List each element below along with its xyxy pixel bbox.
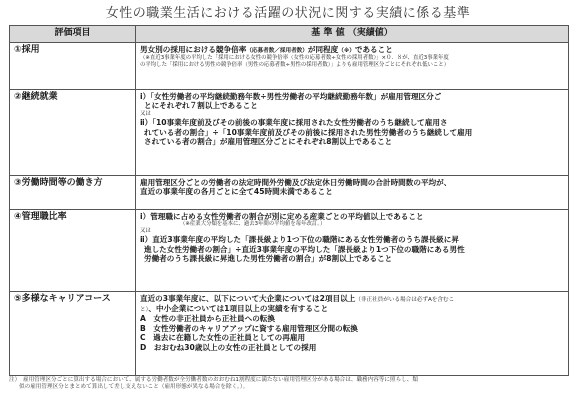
continued-line-1: ⅰ）「女性労働者の平均継続勤務年数÷男性労働者の平均継続勤務年数」が雇用管理区分ご [140, 91, 442, 101]
career-option-d: D おおむね30歳以上の女性の正社員としての採用 [140, 342, 317, 352]
continued-line-4: れている者の割合」÷「10事業年度前及びその前後に採用された男性労働者のうち継続して雇用 [144, 127, 473, 137]
manager-line-3: 進した女性労働者の割合」÷直近3事業年度の平均した「課長級より1つ下位の職階にある男性 [144, 244, 465, 254]
manager-line-2: ⅱ）直近3事業年度の平均した「課長級より1つ下位の職階にある女性労働者のうち課長級に昇 [140, 235, 459, 245]
row-continued-employment [10, 89, 569, 175]
item-continued-employment: ②継続就業 [10, 89, 136, 175]
row-hiring [10, 42, 569, 89]
hiring-note-1: （※直近3事業年度の平均した「採用における女性の競争倍率（女性の応募者数÷女性の採用者数）」×０．８が、直近3事業年度 [140, 54, 449, 61]
page-title: 女性の職業生活における活躍の状況に関する実績に係る基準 [105, 6, 471, 21]
manager-note: （※産業大分類を基本に、過去3年間の平均値を毎年改訂。） [180, 221, 326, 228]
criteria-manager-ratio [136, 209, 569, 291]
hours-line-2: 直近の事業年度の各月ごとに全て45時間未満であること [140, 187, 333, 197]
continued-line-3: ⅱ）「10事業年度前及びその前後の事業年度に採用された女性労働者のうち継続して雇用さ [140, 117, 448, 127]
header-criteria: 基 準 値 （実績値） [136, 26, 569, 43]
item-hiring: ①採用 [10, 42, 136, 89]
criteria-continued-employment [136, 89, 569, 175]
criteria-career-course [136, 291, 569, 375]
career-line-2: と）、中小企業については1項目以上の実績を有すること [140, 303, 329, 313]
footnote-line-2: 似の雇用管理区分とまとめて算出して差し支えないこと（雇用形態が異なる場合を除く。）。 [19, 384, 249, 391]
continued-line-2: とにそれぞれ７割以上であること [144, 101, 258, 111]
header-item: 評価項目 [10, 26, 136, 43]
hiring-main: 男女別の採用における競争倍率（応募者数／採用者数）が同程度（※）であること [140, 44, 393, 54]
hours-line-1: 雇用管理区分ごとの労働者の法定時間外労働及び法定休日労働時間の合計時間数の平均が、 [140, 177, 452, 187]
criteria-hiring [136, 42, 569, 89]
manager-line-1: ⅰ）管理職に占める女性労働者の割合が別に定める産業ごとの平均値以上であること [140, 211, 424, 221]
row-working-hours [10, 175, 569, 209]
item-manager-ratio: ④管理職比率 [10, 209, 136, 291]
row-manager-ratio [10, 209, 569, 291]
manager-or: 又は [140, 228, 151, 235]
footnote-line-1: 注） 雇用管理区分ごとに算出する場合において、属する労働者数が全労働者数のおおむね1割程度に満たない雇用管理区分がある場合は、職務内容等に照らし、類 [9, 377, 418, 383]
item-working-hours: ③労働時間等の働き方 [10, 175, 136, 209]
criteria-working-hours [136, 175, 569, 209]
row-career-course [10, 291, 569, 375]
career-option-c: C 過去に在籍した女性の正社員としての再雇用 [140, 333, 306, 343]
continued-line-5: されている者の割合」が雇用管理区分ごとにそれぞれ8割以上であること [144, 137, 393, 147]
continued-or: 又は [140, 110, 151, 117]
manager-line-4: 労働者のうち課長級に昇進した男性労働者の割合」が8割以上であること [144, 254, 393, 264]
footnote [9, 377, 569, 392]
career-line-1: 直近の3事業年度に、以下について大企業については2項目以上（非正社員がいる場合は必ずAを含むこ [140, 293, 455, 303]
item-career-course: ⑤多様なキャリアコース [10, 291, 136, 375]
career-option-b: B 女性労働者のキャリアアップに資する雇用管理区分間の転換 [140, 323, 358, 333]
criteria-table [9, 25, 569, 376]
career-option-a: A 女性の非正社員から正社員への転換 [140, 313, 275, 323]
hiring-note-2: の平均した「採用における男性の競争倍率（男性の応募者数÷男性の採用者数）」よりも雇用管理区分ごとにそれぞれ低いこと） [140, 61, 450, 68]
